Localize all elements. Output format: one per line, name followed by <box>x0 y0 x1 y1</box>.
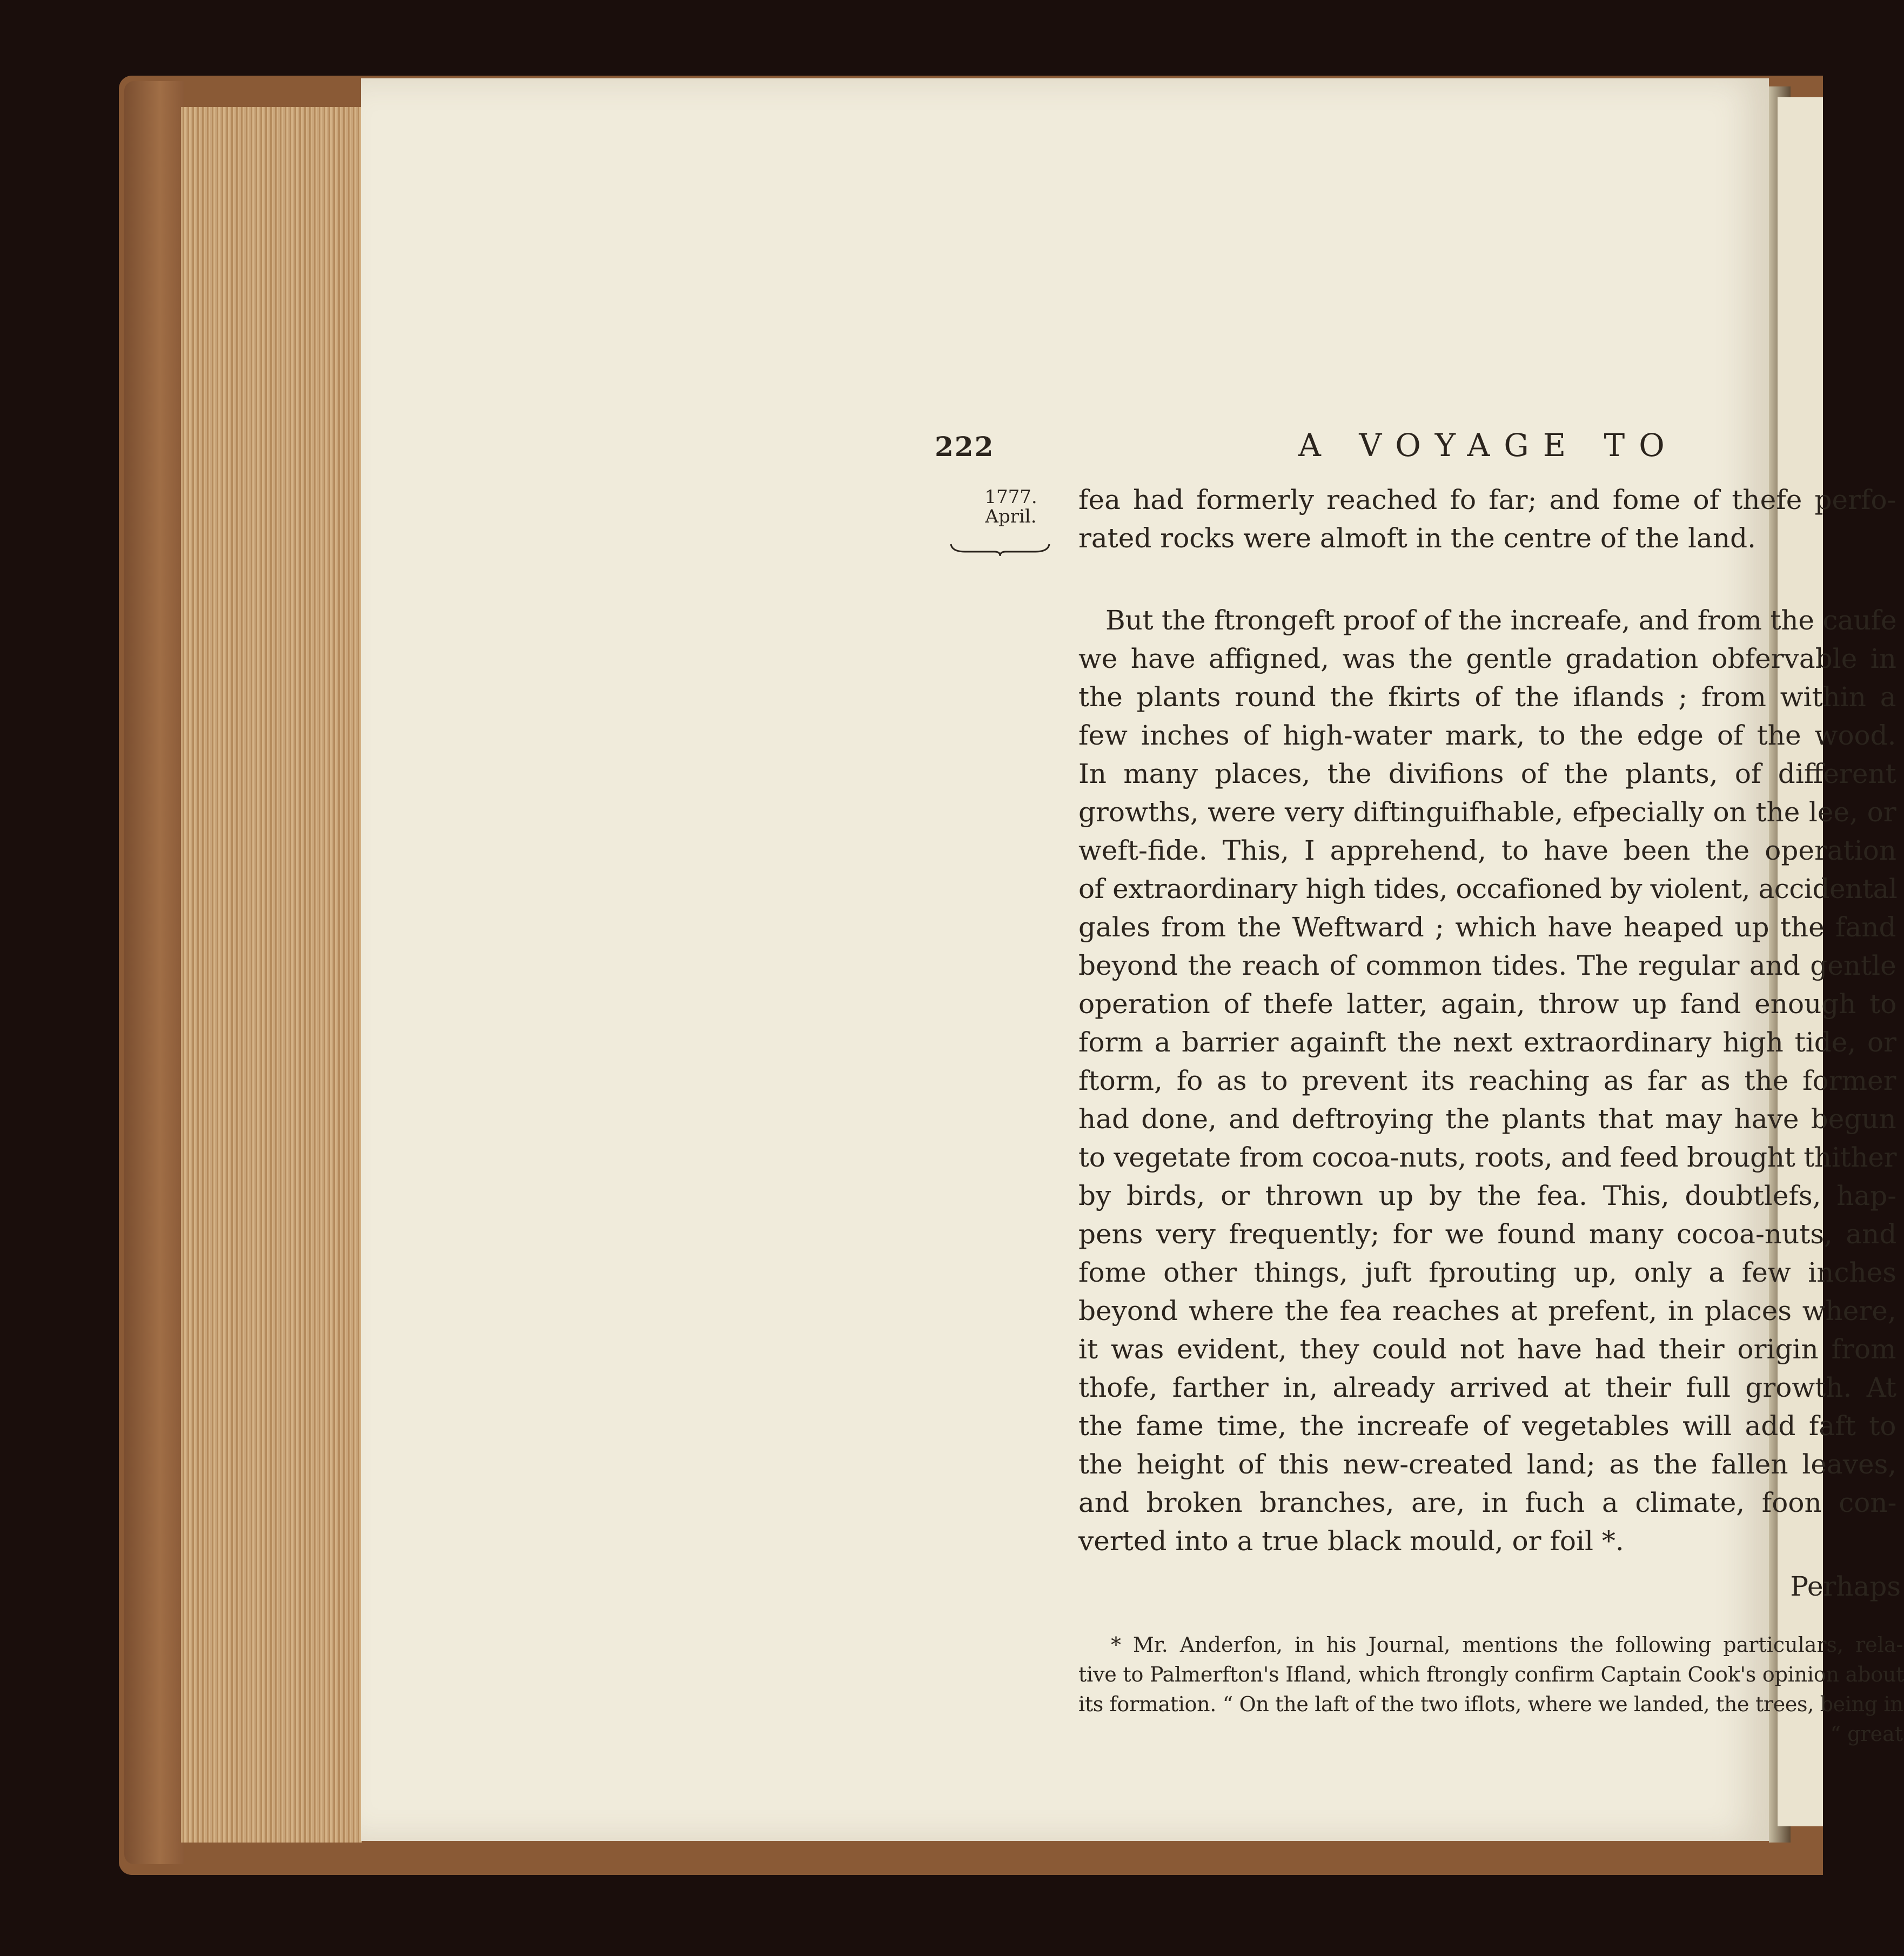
text-line: the plants round the fkirts of the iflands ; from within a <box>1078 681 1896 713</box>
text-line: fome other things, juft fprouting up, only a few inches <box>1078 1257 1896 1288</box>
text-line: pens very frequently; for we found many cocoa-nuts, and <box>1078 1218 1897 1250</box>
opening-lines <box>1078 481 1896 558</box>
text-line: beyond the reach of common tides. The regular and gentle <box>1078 950 1896 981</box>
margin-date-note <box>965 487 1057 526</box>
text-line: But the ftrongeft proof of the increafe, and from the caufe <box>1105 605 1897 636</box>
text-line: form a barrier againft the next extraordinary high tide, or <box>1078 1027 1896 1058</box>
running-title: A VOYAGE TO <box>1298 427 1679 464</box>
margin-note-year: 1777. <box>984 486 1037 508</box>
text-line: growths, were very diftinguifhable, efpecially on the lee, or <box>1078 796 1896 828</box>
page-number: 222 <box>935 431 995 463</box>
text-line: by birds, or thrown up by the fea. This, doubtlefs, hap- <box>1078 1180 1897 1211</box>
footnote <box>1078 1630 1903 1749</box>
text-line: it was evident, they could not have had their origin from <box>1078 1334 1896 1365</box>
text-line: and broken branches, are, in fuch a climate, foon con- <box>1078 1487 1897 1518</box>
text-line: ftorm, fo as to prevent its reaching as far as the former <box>1078 1065 1896 1096</box>
margin-brace-ornament <box>949 541 1051 557</box>
text-line: the fame time, the increafe of vegetables will add faft to <box>1078 1410 1896 1442</box>
footnote-line: its formation. “ On the laft of the two iflots, where we landed, the trees, being in <box>1078 1692 1903 1716</box>
text-line: thofe, farther in, already arrived at their full growth. At <box>1078 1372 1897 1403</box>
book-spine-edge <box>124 81 184 1864</box>
main-paragraph <box>1078 601 1896 1560</box>
page-content <box>361 78 1904 1841</box>
catchword: Perhaps <box>1790 1571 1901 1602</box>
text-line: rated rocks were almoft in the centre of the land. <box>1078 523 1756 554</box>
text-line: we have affigned, was the gentle gradation obfervable in <box>1078 643 1896 674</box>
footnote-line: * Mr. Anderfon, in his Journal, mentions the following particulars, rela- <box>1111 1633 1903 1657</box>
text-line: operation of thefe latter, again, throw up fand enough to <box>1078 988 1897 1020</box>
text-line: beyond where the fea reaches at prefent, in places where, <box>1078 1295 1896 1327</box>
page-block-edge <box>181 107 362 1843</box>
text-line: In many places, the divifions of the plants, of different <box>1078 758 1896 789</box>
book-page <box>361 78 1904 1841</box>
text-line: verted into a true black mould, or foil *. <box>1078 1525 1624 1557</box>
text-line: to vegetate from cocoa-nuts, roots, and feed brought thither <box>1078 1142 1897 1173</box>
text-line: weft-fide. This, I apprehend, to have been the operation <box>1078 835 1897 866</box>
margin-note-month: April. <box>985 506 1037 527</box>
text-line: had done, and deftroying the plants that may have begun <box>1078 1103 1896 1135</box>
text-line: of extraordinary high tides, occafioned by violent, accidental <box>1078 873 1898 905</box>
text-line: gales from the Weftward ; which have heaped up the fand <box>1078 912 1896 943</box>
text-line: the height of this new-created land; as the fallen leaves, <box>1078 1449 1897 1480</box>
text-line: few inches of high-water mark, to the edge of the wood. <box>1078 720 1896 751</box>
footnote-catchword: “ great <box>1830 1722 1903 1746</box>
footnote-line: tive to Palmerfton's Ifland, which ftrongly confirm Captain Cook's opinion about <box>1078 1663 1904 1686</box>
text-line: fea had formerly reached fo far; and fome of thefe perfo- <box>1078 484 1896 515</box>
